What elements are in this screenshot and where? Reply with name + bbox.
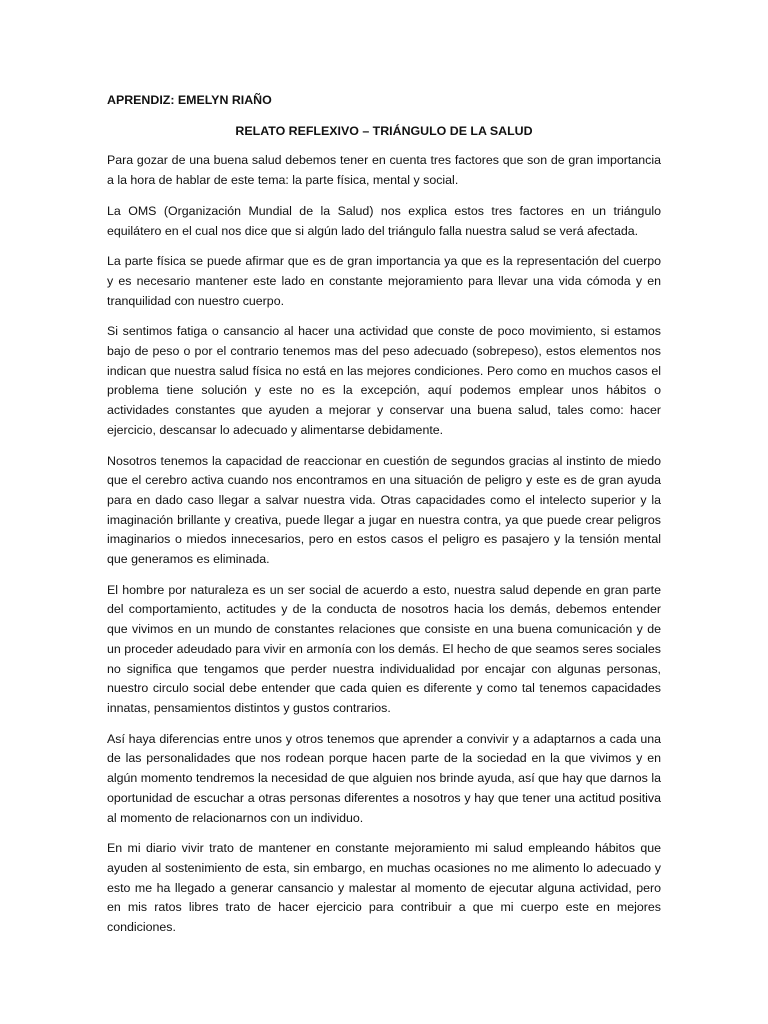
paragraph-differences: Así haya diferencias entre unos y otros tenemos que aprender a convivir y a adaptarnos a cada una de las personalidades que nos rodean porque hacen parte de la sociedad en la que vivimos y en algún momento tendremos la necesidad de que alguien nos brinde ayuda, así que hay que darnos la oportunidad de escuchar a otras personas diferentes a nosotros y hay que tener una actitud positiva al momento de relacionarnos con un individuo. bbox=[107, 731, 661, 825]
paragraph-mental: Nosotros tenemos la capacidad de reaccionar en cuestión de segundos gracias al instinto de miedo que el cerebro activa cuando nos encontramos en una situación de peligro y este es de gran ayuda para en dado caso llegar a salvar nuestra vida. Otras capacidades como el intelecto superior y la imaginación brillante y creativa, puede llegar a jugar en nuestra contra, ya que puede crear peligros imaginarios o miedos innecesarios, pero en estos casos el peligro es pasajero y la tensión mental que generamos es eliminada. bbox=[107, 453, 661, 567]
document-page bbox=[107, 91, 661, 949]
paragraph-personal: En mi diario vivir trato de mantener en constante mejoramiento mi salud empleando hábitos que ayuden al sostenimiento de esta, sin embargo, en muchas ocasiones no me alimento lo adecuado y esto me ha llegado a generar cansancio y malestar al momento de ejecutar alguna actividad, pero en mis ratos libres trato de hacer ejercicio para contribuir a que mi cuerpo este en mejores condiciones. bbox=[107, 841, 661, 935]
paragraph-oms: La OMS (Organización Mundial de la Salud) nos explica estos tres factores en un triángulo equilátero en el cual nos dice que si algún lado del triángulo falla nuestra salud se verá afectada. bbox=[107, 203, 661, 238]
paragraph-social: El hombre por naturaleza es un ser social de acuerdo a esto, nuestra salud depende en gran parte del comportamiento, actitudes y de la conducta de nosotros hacia los demás, debemos entender que vivimos en un mundo de constantes relaciones que consiste en una buena comunicación y de un proceder adeudado para vivir en armonía con los demás. El hecho de que seamos seres sociales no significa que tengamos que perder nuestra individualidad por encajar con algunas personas, nuestro circulo social debe entender que cada quien es diferente y como tal tenemos capacidades innatas, pensamientos distintos y gustos contrarios. bbox=[107, 582, 661, 715]
paragraph-intro: Para gozar de una buena salud debemos tener en cuenta tres factores que son de gran importancia a la hora de hablar de este tema: la parte física, mental y social. bbox=[107, 153, 661, 188]
document-title: RELATO REFLEXIVO – TRIÁNGULO DE LA SALUD bbox=[235, 123, 533, 138]
author-line: APRENDIZ: EMELYN RIAÑO bbox=[107, 93, 272, 107]
paragraph-fatigue: Si sentimos fatiga o cansancio al hacer una actividad que conste de poco movimiento, si estamos bajo de peso o por el contrario tenemos mas del peso adecuado (sobrepeso), estos elementos nos indican que nuestra salud física no está en las mejores condiciones. Pero como en muchos casos el problema tiene solución y este no es la excepción, aquí podemos emplear unos hábitos o actividades constantes que ayuden a mejorar y conservar una buena salud, tales como: hacer ejercicio, descansar lo adecuado y alimentarse debidamente. bbox=[107, 324, 661, 437]
paragraph-physical: La parte física se puede afirmar que es de gran importancia ya que es la representación del cuerpo y es necesario mantener este lado en constante mejoramiento para llevar una vida cómoda y en tranquilidad con nuestro cuerpo. bbox=[107, 254, 661, 308]
